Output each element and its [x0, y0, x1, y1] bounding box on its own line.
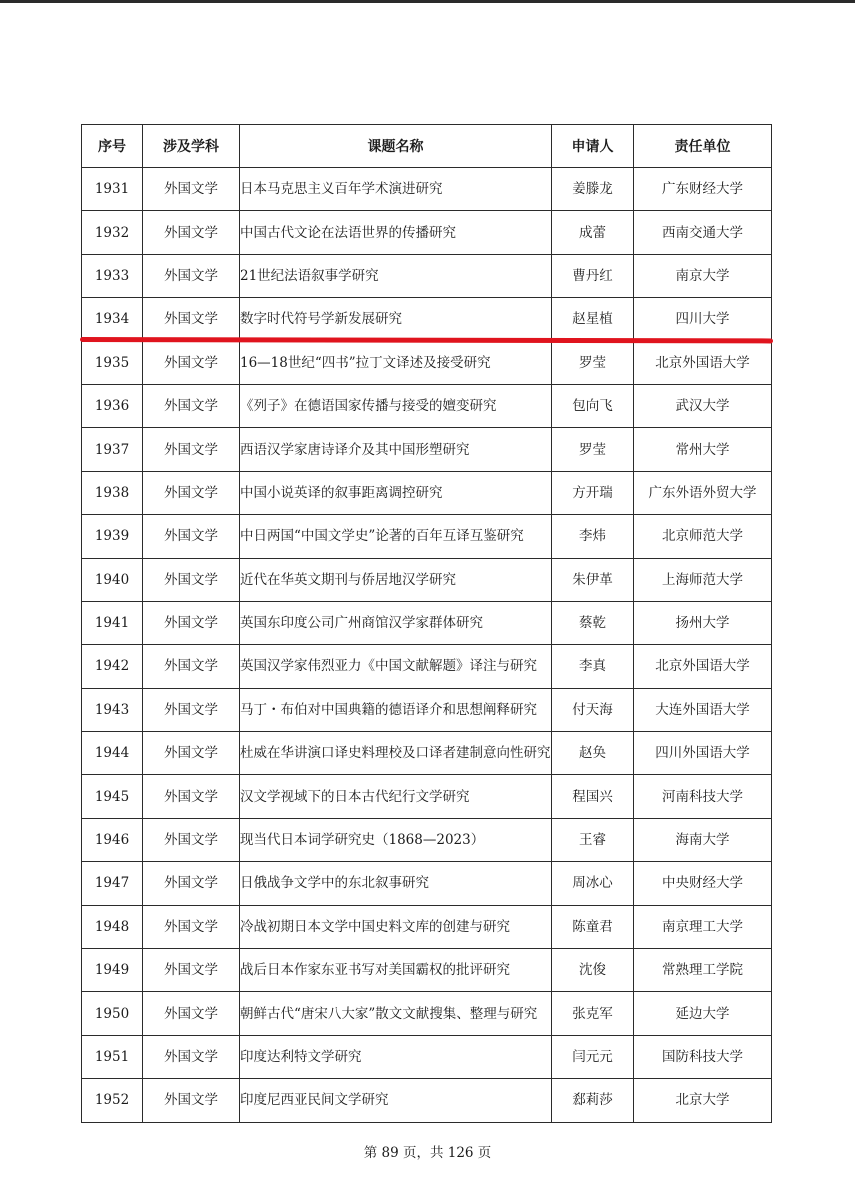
cell-project-title: 中日两国“中国文学史”论著的百年互译互鉴研究	[240, 515, 552, 558]
table-row	[82, 1035, 772, 1078]
cell-project-title: 数字时代符号学新发展研究	[240, 298, 552, 341]
cell-serial-number: 1932	[82, 211, 143, 254]
cell-applicant: 付天海	[552, 688, 634, 731]
cell-serial-number: 1938	[82, 471, 143, 514]
cell-serial-number: 1949	[82, 949, 143, 992]
table-row	[82, 471, 772, 514]
cell-responsible-unit: 河南科技大学	[634, 775, 772, 818]
cell-subject: 外国文学	[143, 168, 240, 211]
cell-subject: 外国文学	[143, 732, 240, 775]
header-responsible-unit: 责任单位	[634, 125, 772, 168]
cell-responsible-unit: 北京外国语大学	[634, 341, 772, 384]
cell-project-title: 战后日本作家东亚书写对美国霸权的批评研究	[240, 949, 552, 992]
cell-applicant: 曹丹红	[552, 254, 634, 297]
cell-project-title: 现当代日本词学研究史（1868—2023）	[240, 818, 552, 861]
cell-subject: 外国文学	[143, 428, 240, 471]
cell-subject: 外国文学	[143, 558, 240, 601]
cell-responsible-unit: 国防科技大学	[634, 1035, 772, 1078]
cell-subject: 外国文学	[143, 818, 240, 861]
cell-subject: 外国文学	[143, 1079, 240, 1122]
cell-applicant: 赵星植	[552, 298, 634, 341]
cell-subject: 外国文学	[143, 905, 240, 948]
table-row	[82, 732, 772, 775]
cell-responsible-unit: 南京大学	[634, 254, 772, 297]
cell-subject: 外国文学	[143, 992, 240, 1035]
cell-serial-number: 1944	[82, 732, 143, 775]
table-row	[82, 949, 772, 992]
cell-responsible-unit: 大连外国语大学	[634, 688, 772, 731]
cell-applicant: 李真	[552, 645, 634, 688]
cell-responsible-unit: 延边大学	[634, 992, 772, 1035]
cell-applicant: 姜滕龙	[552, 168, 634, 211]
cell-subject: 外国文学	[143, 1035, 240, 1078]
cell-subject: 外国文学	[143, 298, 240, 341]
table-row	[82, 775, 772, 818]
cell-subject: 外国文学	[143, 384, 240, 427]
table-body	[82, 168, 772, 1123]
cell-applicant: 方开瑞	[552, 471, 634, 514]
cell-responsible-unit: 北京外国语大学	[634, 645, 772, 688]
cell-applicant: 程国兴	[552, 775, 634, 818]
cell-subject: 外国文学	[143, 341, 240, 384]
projects-table	[81, 124, 772, 1123]
cell-serial-number: 1948	[82, 905, 143, 948]
table-row	[82, 298, 772, 341]
cell-subject: 外国文学	[143, 862, 240, 905]
cell-serial-number: 1933	[82, 254, 143, 297]
cell-serial-number: 1947	[82, 862, 143, 905]
cell-responsible-unit: 北京大学	[634, 1079, 772, 1122]
table-row	[82, 254, 772, 297]
cell-applicant: 朱伊革	[552, 558, 634, 601]
cell-project-title: 杜威在华讲演口译史料理校及口译者建制意向性研究	[240, 732, 552, 775]
cell-project-title: 西语汉学家唐诗译介及其中国形塑研究	[240, 428, 552, 471]
cell-responsible-unit: 西南交通大学	[634, 211, 772, 254]
cell-project-title: 16—18世纪“四书”拉丁文译述及接受研究	[240, 341, 552, 384]
cell-project-title: 21世纪法语叙事学研究	[240, 254, 552, 297]
cell-responsible-unit: 四川大学	[634, 298, 772, 341]
cell-serial-number: 1936	[82, 384, 143, 427]
cell-subject: 外国文学	[143, 471, 240, 514]
table-row	[82, 601, 772, 644]
cell-project-title: 英国东印度公司广州商馆汉学家群体研究	[240, 601, 552, 644]
cell-subject: 外国文学	[143, 775, 240, 818]
header-serial-number: 序号	[82, 125, 143, 168]
cell-project-title: 日俄战争文学中的东北叙事研究	[240, 862, 552, 905]
cell-subject: 外国文学	[143, 601, 240, 644]
cell-subject: 外国文学	[143, 211, 240, 254]
cell-serial-number: 1931	[82, 168, 143, 211]
table-row	[82, 515, 772, 558]
top-edge-bar	[0, 0, 855, 3]
cell-responsible-unit: 广东外语外贸大学	[634, 471, 772, 514]
table-row	[82, 211, 772, 254]
cell-serial-number: 1935	[82, 341, 143, 384]
table-row	[82, 341, 772, 384]
cell-serial-number: 1941	[82, 601, 143, 644]
header-subject: 涉及学科	[143, 125, 240, 168]
cell-responsible-unit: 南京理工大学	[634, 905, 772, 948]
table-row	[82, 862, 772, 905]
cell-responsible-unit: 常州大学	[634, 428, 772, 471]
cell-responsible-unit: 扬州大学	[634, 601, 772, 644]
table-row	[82, 428, 772, 471]
cell-responsible-unit: 上海师范大学	[634, 558, 772, 601]
cell-serial-number: 1942	[82, 645, 143, 688]
page-number-footer: 第 89 页，共 126 页	[363, 1145, 492, 1161]
cell-project-title: 朝鲜古代“唐宋八大家”散文文献搜集、整理与研究	[240, 992, 552, 1035]
cell-project-title: 《列子》在德语国家传播与接受的嬗变研究	[240, 384, 552, 427]
cell-project-title: 汉文学视域下的日本古代纪行文学研究	[240, 775, 552, 818]
header-applicant: 申请人	[552, 125, 634, 168]
cell-responsible-unit: 广东财经大学	[634, 168, 772, 211]
cell-applicant: 罗莹	[552, 428, 634, 471]
cell-project-title: 中国小说英译的叙事距离调控研究	[240, 471, 552, 514]
cell-serial-number: 1939	[82, 515, 143, 558]
cell-responsible-unit: 海南大学	[634, 818, 772, 861]
cell-serial-number: 1943	[82, 688, 143, 731]
cell-applicant: 李炜	[552, 515, 634, 558]
table-row	[82, 1079, 772, 1122]
cell-applicant: 沈俊	[552, 949, 634, 992]
cell-applicant: 王睿	[552, 818, 634, 861]
cell-responsible-unit: 四川外国语大学	[634, 732, 772, 775]
cell-responsible-unit: 常熟理工学院	[634, 949, 772, 992]
table-row	[82, 688, 772, 731]
cell-applicant: 陈童君	[552, 905, 634, 948]
cell-subject: 外国文学	[143, 515, 240, 558]
cell-applicant: 周冰心	[552, 862, 634, 905]
cell-responsible-unit: 中央财经大学	[634, 862, 772, 905]
cell-applicant: 蔡乾	[552, 601, 634, 644]
table-header-row	[82, 125, 772, 168]
table-row	[82, 645, 772, 688]
cell-applicant: 成蕾	[552, 211, 634, 254]
cell-project-title: 印度达利特文学研究	[240, 1035, 552, 1078]
table-row	[82, 992, 772, 1035]
cell-project-title: 冷战初期日本文学中国史料文库的创建与研究	[240, 905, 552, 948]
cell-responsible-unit: 武汉大学	[634, 384, 772, 427]
cell-applicant: 闫元元	[552, 1035, 634, 1078]
cell-project-title: 中国古代文论在法语世界的传播研究	[240, 211, 552, 254]
cell-serial-number: 1934	[82, 298, 143, 341]
table-row	[82, 558, 772, 601]
cell-serial-number: 1951	[82, 1035, 143, 1078]
cell-applicant: 郄莉莎	[552, 1079, 634, 1122]
cell-serial-number: 1950	[82, 992, 143, 1035]
table-row	[82, 905, 772, 948]
cell-serial-number: 1945	[82, 775, 143, 818]
cell-serial-number: 1940	[82, 558, 143, 601]
cell-applicant: 赵奂	[552, 732, 634, 775]
cell-subject: 外国文学	[143, 949, 240, 992]
cell-project-title: 马丁・布伯对中国典籍的德语译介和思想阐释研究	[240, 688, 552, 731]
cell-responsible-unit: 北京师范大学	[634, 515, 772, 558]
cell-subject: 外国文学	[143, 645, 240, 688]
cell-project-title: 印度尼西亚民间文学研究	[240, 1079, 552, 1122]
table-row	[82, 168, 772, 211]
cell-subject: 外国文学	[143, 254, 240, 297]
cell-serial-number: 1952	[82, 1079, 143, 1122]
header-project-title: 课题名称	[240, 125, 552, 168]
table-row	[82, 818, 772, 861]
cell-applicant: 张克军	[552, 992, 634, 1035]
cell-project-title: 近代在华英文期刊与侨居地汉学研究	[240, 558, 552, 601]
cell-project-title: 英国汉学家伟烈亚力《中国文献解题》译注与研究	[240, 645, 552, 688]
cell-serial-number: 1937	[82, 428, 143, 471]
cell-subject: 外国文学	[143, 688, 240, 731]
cell-applicant: 包向飞	[552, 384, 634, 427]
cell-project-title: 日本马克思主义百年学术演进研究	[240, 168, 552, 211]
cell-serial-number: 1946	[82, 818, 143, 861]
table-row	[82, 384, 772, 427]
cell-applicant: 罗莹	[552, 341, 634, 384]
